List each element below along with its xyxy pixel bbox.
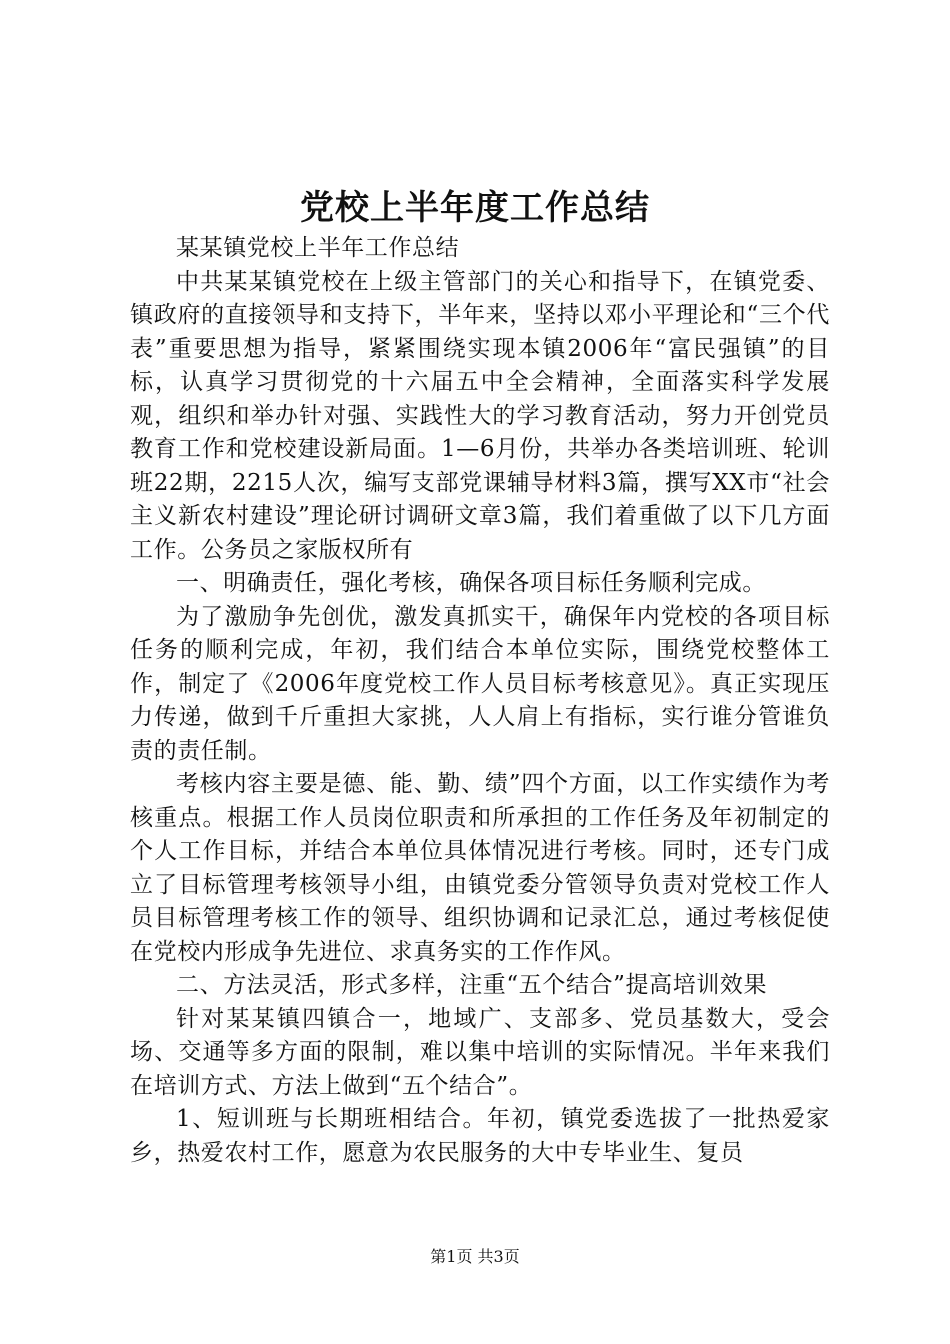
paragraph: 1、短训班与长期班相结合。年初，镇党委选拔了一批热爱家乡，热爱农村工作，愿意为农民服务的大中专毕业生、复员 bbox=[130, 1106, 830, 1166]
paragraph: 为了激励争先创优，激发真抓实干，确保年内党校的各项目标任务的顺利完成，年初，我们结合本单位实际，围绕党校整体工作，制定了《2006年度党校工作人员目标考核意见》。真正实现压力传递，做到千斤重担大家挑，人人肩上有指标，实行谁分管谁负责的责任制。 bbox=[130, 603, 830, 764]
document-body bbox=[130, 232, 830, 1170]
page-number: 第1页 共3页 bbox=[430, 1247, 520, 1266]
paragraph: 中共某某镇党校在上级主管部门的关心和指导下，在镇党委、镇政府的直接领导和支持下，半年来，坚持以邓小平理论和“三个代表”重要思想为指导，紧紧围绕实现本镇2006年“富民强镇”的目标，认真学习贯彻党的十六届五中全会精神，全面落实科学发展观，组织和举办针对强、实践性大的学习教育活动，努力开创党员教育工作和党校建设新局面。1—6月份，共举办各类培训班、轮训班22期，2215人次，编写支部党课辅导材料3篇，撰写XX市“社会主义新农村建设”理论研讨调研文章3篇，我们着重做了以下几方面工作。公务员之家版权所有 bbox=[130, 268, 830, 563]
section-heading: 二、方法灵活，形式多样，注重“五个结合”提高培训效果 bbox=[176, 972, 768, 998]
paragraph: 针对某某镇四镇合一，地域广、支部多、党员基数大，受会场、交通等多方面的限制，难以集中培训的实际情况。半年来我们在培训方式、方法上做到“五个结合”。 bbox=[130, 1005, 830, 1099]
paragraph: 某某镇党校上半年工作总结 bbox=[176, 235, 460, 261]
paragraph: 考核内容主要是德、能、勤、绩”四个方面，以工作实绩作为考核重点。根据工作人员岗位职责和所承担的工作任务及年初制定的个人工作目标，并结合本单位具体情况进行考核。同时，还专门成立了目标管理考核领导小组，由镇党委分管领导负责对党校工作人员目标管理考核工作的领导、组织协调和记录汇总，通过考核促使在党校内形成争先进位、求真务实的工作作风。 bbox=[130, 771, 830, 965]
section-heading: 一、明确责任，强化考核，确保各项目标任务顺利完成。 bbox=[176, 570, 766, 596]
document-title: 党校上半年度工作总结 bbox=[300, 188, 650, 228]
